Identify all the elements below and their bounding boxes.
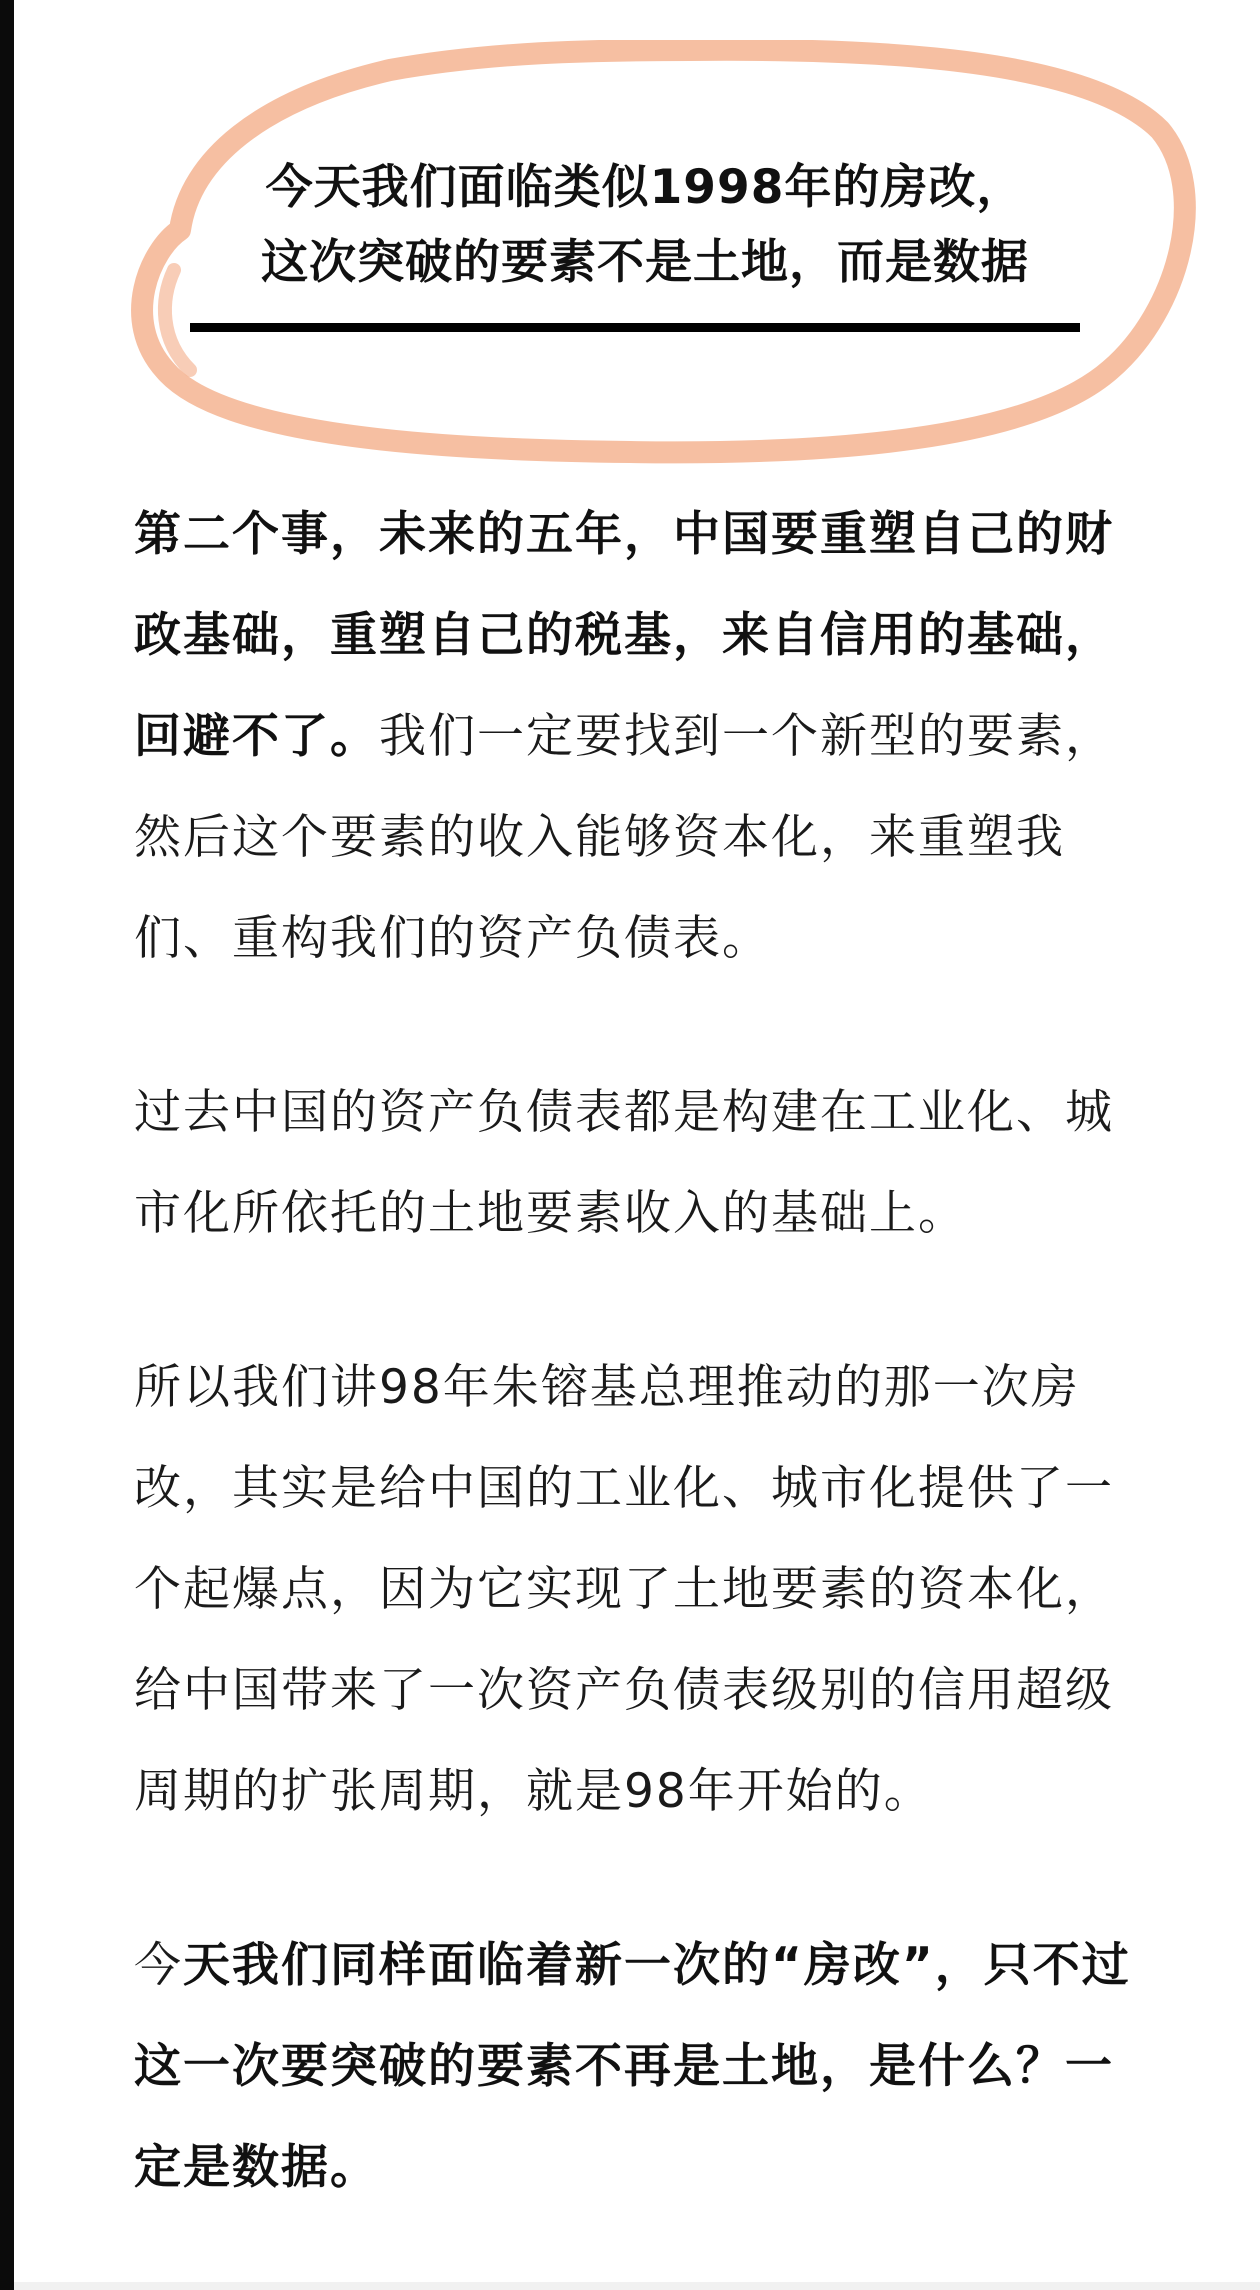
left-edge-bar [0,0,14,2290]
headline-title [130,150,1160,300]
headline-block [130,40,1200,470]
headline-divider [190,323,1080,332]
article-body [134,484,1144,2218]
paragraph-1-bold: 第二个事，未来的五年，中国要重塑自己的财政基础，重塑自己的税基，来自信用的基础，回避不了。 [134,507,1114,764]
paragraph-1-text: 我们一定要找到一个新型的要素，然后这个要素的收入能够资本化，来重塑我们、重构我们的资产负债表。 [134,709,1114,966]
paragraph-3: 所以我们讲98年朱镕基总理推动的那一次房改，其实是给中国的工业化、城市化提供了一个起爆点，因为它实现了土地要素的资本化，给中国带来了一次资产负债表级别的信用超级周期的扩张周期，就是98年开始的。 [134,1360,1114,1819]
paragraph-4 [134,1915,1144,2218]
paragraph-2: 过去中国的资产负债表都是构建在工业化、城市化所依托的土地要素收入的基础上。 [134,1085,1114,1241]
paragraph-4-bold: 天我们同样面临着新一次的“房改”，只不过这一次要突破的要素不再是土地，是什么？一定是数据。 [134,1938,1131,2195]
bottom-strip [14,2282,1260,2290]
headline-line-1: 今天我们面临类似1998年的房改， [265,160,1025,215]
headline-line-2: 这次突破的要素不是土地，而是数据 [261,235,1029,290]
paragraph-1 [134,484,1144,989]
paragraph-4-text: 今 [134,1938,183,1993]
